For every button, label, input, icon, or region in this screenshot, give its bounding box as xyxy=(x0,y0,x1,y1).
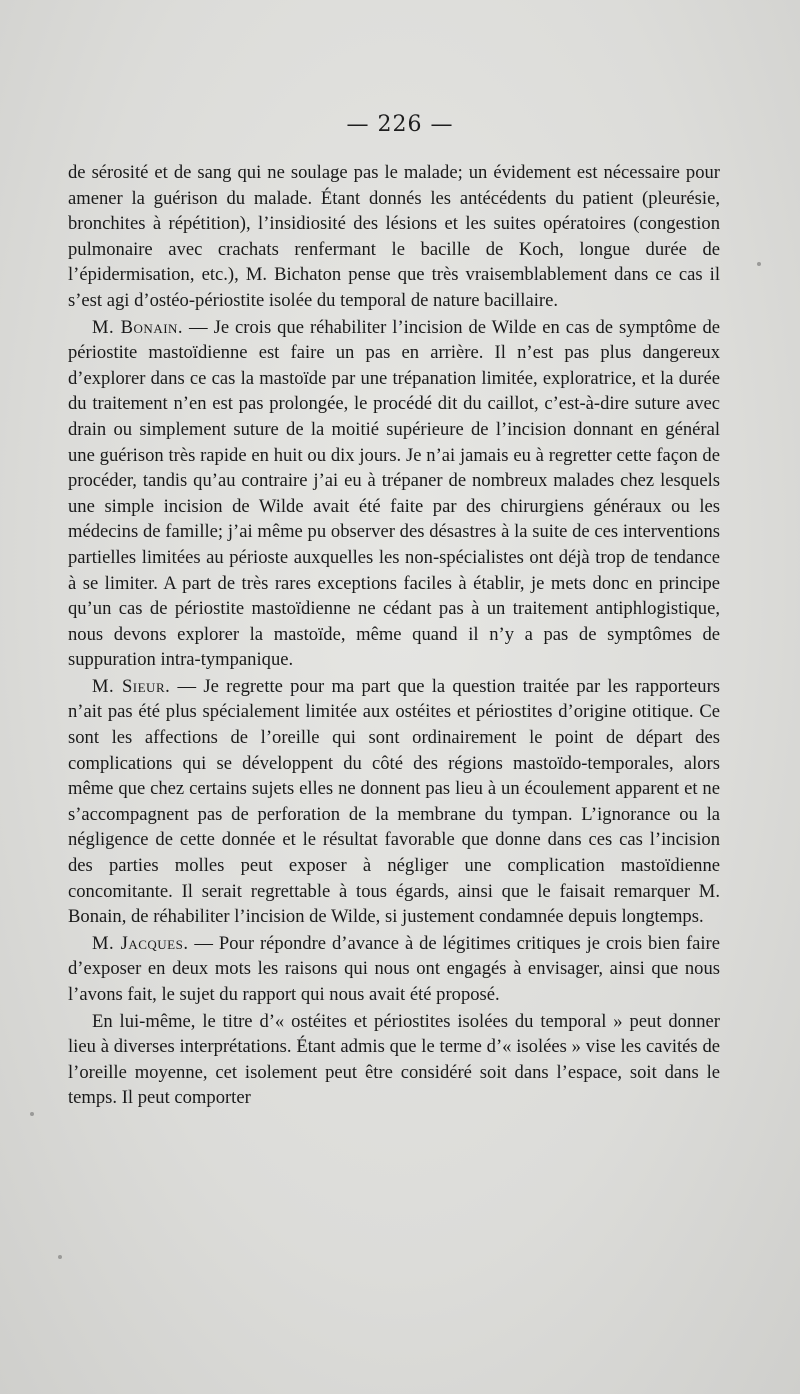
paragraph-1-text: de sérosité et de sang qui ne soulage pas le malade; un évidement est nécessaire pour amener la guérison du malade. Étant donnés les antécédents du patient (pleurésie, bronchites à répétition), l’insidiosité des lésions et les suites opératoires (congestion pulmonaire avec crachats renfermant le bacille de Koch, longue durée de l’épidermisation, etc.), M. Bichaton pense que très vraisemblablement dans ce cas il s’est agi d’ostéo-périostite isolée du temporal de nature bacillaire. xyxy=(68,162,720,311)
paragraph-sieur xyxy=(68,674,720,930)
paragraph-bonain xyxy=(68,315,720,673)
speaker-sieur: M. Sieur. xyxy=(92,675,171,697)
paper-speck xyxy=(757,262,761,266)
page-number: — 226 — xyxy=(346,112,454,137)
paper-speck xyxy=(30,1112,34,1116)
paragraph-bonain-text: — Je crois que réhabiliter l’incision de Wilde en cas de symptôme de périostite mastoïdienne est faire un pas en arrière. Il n’est pas plus dangereux d’explorer dans ce cas la mastoïde par une trépanation limitée, exploratrice, et la durée du traitement n’en est pas prolongée, le procédé dit du caillot, c’est-à-dire suture avec drain ou simplement suture de la moitié supérieure de l’incision donnant en général une guérison très rapide en huit ou dix jours. Je n’ai jamais eu à regretter cette façon de procéder, tandis qu’au contraire j’ai eu à trépaner de nombreux malades chez lesquels une simple incision de Wilde avait été faite par des chirurgiens généraux ou les médecins de famille; j’ai même pu observer des désastres à la suite de ces interventions partielles limitées au périoste auxquelles les non-spécialistes ont déjà trop de tendance à se limiter. A part de très rares exceptions faciles à établir, je mets donc en principe qu’un cas de périostite mastoïdienne ne cédant pas à un traitement antiphlogistique, nous devons explorer la mastoïde, même quand il n’y a pas de symptômes de suppuration intra-tympanique. xyxy=(68,316,720,671)
paragraph-sieur-text: — Je regrette pour ma part que la question traitée par les rapporteurs n’ait pas été plus spécialement limitée aux ostéites et périostites d’origine otitique. Ce sont les affections de l’oreille qui sont ordinairement le point de départ des complications qui se développent du côté des régions mastoïdo-temporales, alors même que chez certains sujets elles ne donnent pas lieu à un écoulement apparent et ne s’accompagnent pas de perforation de la membrane du tympan. L’ignorance ou la négligence de cette donnée et le résultat favorable que donne dans ces cas l’incision des parties molles peut exposer à négliger une complication mastoïdienne concomitante. Il serait regrettable à tous égards, ainsi que le faisait remarquer M. Bonain, de réhabiliter l’incision de Wilde, si justement condamnée depuis longtemps. xyxy=(68,675,720,928)
paragraph-5 xyxy=(68,1009,720,1111)
paragraph-5-text: En lui-même, le titre d’« ostéites et périostites isolées du temporal » peut donner lieu à diverses interprétations. Étant admis que le terme d’« isolées » vise les cavités de l’oreille moyenne, cet isolement peut être considéré soit dans l’espace, soit dans le temps. Il peut comporter xyxy=(68,1010,720,1109)
document-body xyxy=(68,160,720,1111)
speaker-bonain: M. Bonain. xyxy=(92,316,184,338)
paragraph-jacques xyxy=(68,931,720,1008)
speaker-jacques: M. Jacques. xyxy=(92,932,189,954)
paragraph-1 xyxy=(68,160,720,314)
paper-speck xyxy=(58,1255,62,1259)
paragraph-jacques-text: — Pour répondre d’avance à de légitimes critiques je crois bien faire d’exposer en deux mots les raisons qui nous ont engagés à envisager, ainsi que nous l’avons fait, le sujet du rapport qui nous avait été proposé. xyxy=(68,932,720,1005)
